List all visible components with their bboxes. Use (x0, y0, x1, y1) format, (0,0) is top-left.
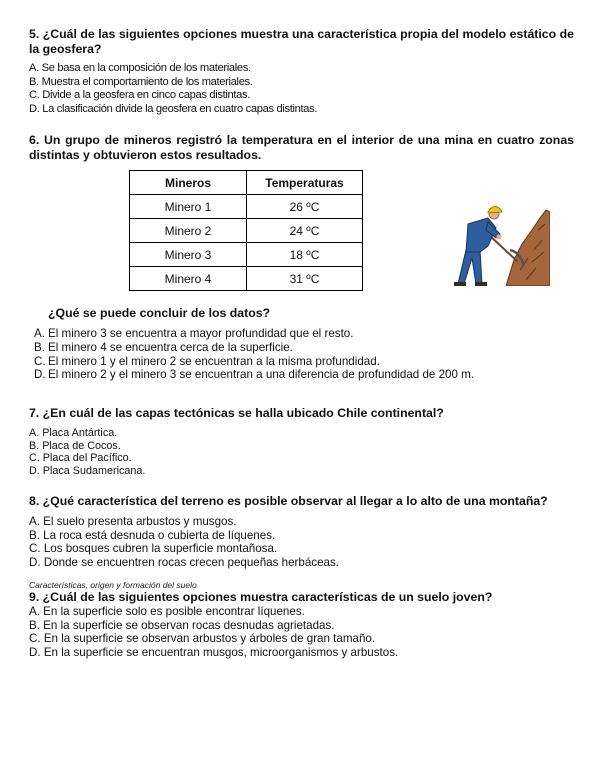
question-5-options (29, 62, 574, 116)
table-row (130, 219, 363, 243)
table-cell-temperature: 24 ºC (247, 219, 363, 243)
table-header-temperaturas: Temperaturas (247, 171, 363, 195)
option-label: C. (34, 354, 46, 368)
question-6-option-b[interactable] (34, 341, 474, 355)
question-7 (29, 406, 574, 477)
question-8 (29, 494, 574, 569)
question-9 (29, 580, 574, 659)
table-row (130, 267, 363, 291)
question-7-option-a[interactable]: A. Placa Antártica. (29, 427, 118, 439)
question-7-option-b[interactable]: B. Placa de Cocos. (29, 439, 121, 452)
question-6-options (34, 327, 474, 382)
question-5-title: 5. ¿Cuál de las siguientes opciones muestra una característica propia del modelo estático de la geosfera? (29, 27, 574, 56)
section-note: Características, origen y formación del suelo (29, 580, 197, 590)
question-8-option-c[interactable]: C. Los bosques cubren la superficie montañosa. (29, 542, 278, 556)
question-5-option-c[interactable]: C. Divide a la geosfera en cinco capas distintas. (29, 89, 251, 101)
question-7-title: 7. ¿En cuál de las capas tectónicas se halla ubicado Chile continental? (29, 406, 444, 420)
question-7-option-d[interactable]: D. Placa Sudamericana. (29, 464, 146, 477)
question-8-title: 8. ¿Qué característica del terreno es posible observar al llegar a lo alto de una montaña? (29, 494, 548, 508)
question-5 (29, 27, 574, 116)
question-9-option-c[interactable]: C. En la superficie se observan arbustos y árboles de gran tamaño. (29, 632, 376, 646)
question-8-option-a[interactable]: A. El suelo presenta arbustos y musgos. (29, 515, 237, 528)
option-text: El minero 3 se encuentra a mayor profundidad que el resto. (48, 327, 354, 340)
question-6-title: 6. Un grupo de mineros registró la temperatura en el interior de una mina en cuatro zonas distintas y obtuvieron estos resultados. (29, 133, 574, 162)
option-label: D. (34, 368, 46, 382)
question-9-option-d[interactable]: D. En la superficie se encuentran musgos, microorganismos y arbustos. (29, 645, 399, 659)
miner-with-pickaxe-illustration (448, 200, 550, 286)
table-cell-miner: Minero 3 (130, 243, 247, 267)
question-8-option-b[interactable]: B. La roca está desnuda o cubierta de líquenes. (29, 528, 276, 542)
option-text: El minero 4 se encuentra cerca de la superficie. (48, 340, 293, 354)
question-6-option-a[interactable] (34, 327, 474, 341)
question-5-option-a[interactable]: A. Se basa en la composición de los materiales. (29, 62, 251, 74)
question-7-option-c[interactable]: C. Placa del Pacífico. (29, 452, 132, 465)
table-cell-miner: Minero 4 (130, 267, 247, 291)
option-label: A. (34, 327, 45, 340)
question-9-options (29, 605, 574, 659)
option-label: B. (34, 340, 45, 354)
question-8-option-d[interactable]: D. Donde se encuentren rocas crecen pequeñas herbáceas. (29, 555, 340, 569)
temperature-table (129, 170, 363, 291)
table-header-row (130, 171, 363, 195)
question-5-option-b[interactable]: B. Muestra el comportamiento de los materiales. (29, 75, 253, 88)
table-cell-temperature: 26 ºC (247, 195, 363, 219)
table-header-mineros: Mineros (130, 171, 247, 195)
question-6-option-c[interactable] (34, 355, 474, 369)
option-text: El minero 1 y el minero 2 se encuentran a la misma profundidad. (48, 354, 380, 368)
option-text: El minero 2 y el minero 3 se encuentran a una diferencia de profundidad de 200 m. (48, 368, 475, 382)
question-6-option-d[interactable] (34, 368, 474, 382)
table-row (130, 195, 363, 219)
question-9-title: 9. ¿Cuál de las siguientes opciones muestra características de un suelo joven? (29, 590, 493, 604)
question-6 (29, 133, 574, 163)
table-cell-miner: Minero 2 (130, 219, 247, 243)
table-cell-temperature: 31 ºC (247, 267, 363, 291)
table-cell-temperature: 18 ºC (247, 243, 363, 267)
question-8-options (29, 515, 574, 569)
question-7-options (29, 427, 574, 477)
question-6-subquestion: ¿Qué se puede concluir de los datos? (48, 306, 271, 320)
question-5-option-d[interactable]: D. La clasificación divide la geosfera en cuatro capas distintas. (29, 102, 318, 115)
table-cell-miner: Minero 1 (130, 195, 247, 219)
question-9-option-b[interactable]: B. En la superficie se observan rocas desnudas agrietadas. (29, 618, 335, 632)
question-9-option-a[interactable]: A. En la superficie solo es posible encontrar líquenes. (29, 605, 305, 618)
table-row (130, 243, 363, 267)
